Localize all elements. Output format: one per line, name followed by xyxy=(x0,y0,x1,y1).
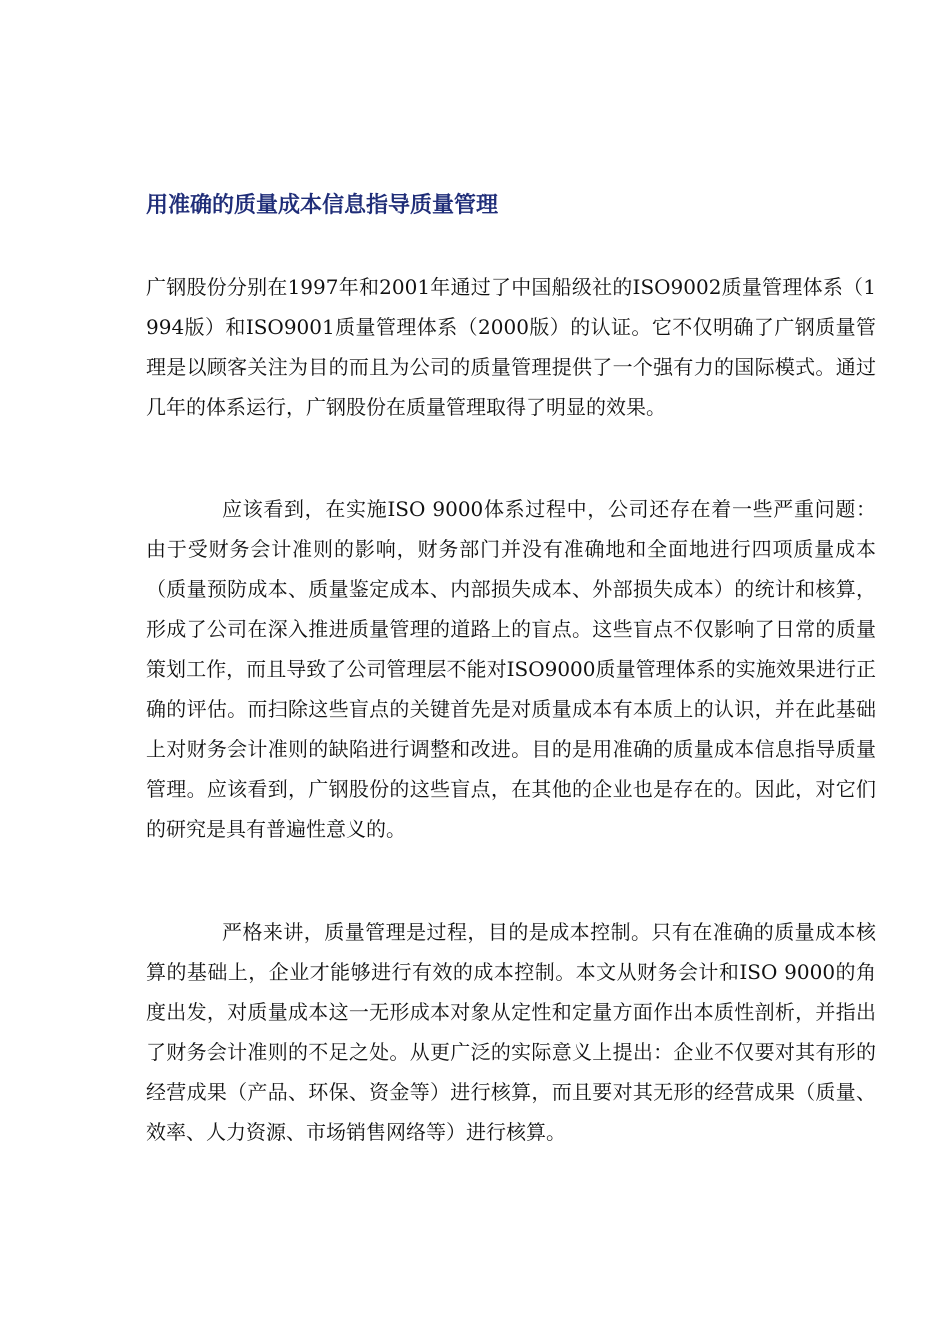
paragraph-intro: 广钢股份分别在1997年和2001年通过了中国船级社的ISO9002质量管理体系（1994版）和ISO9001质量管理体系（2000版）的认证。它不仅明确了广钢质量管理是以顾客关注为目的而且为公司的质量管理提供了一个强有力的国际模式。通过几年的体系运行，广钢股份在质量管理取得了明显的效果。 xyxy=(146,275,876,419)
document-title: 用准确的质量成本信息指导质量管理 xyxy=(146,193,499,218)
paragraph-problems: 应该看到，在实施ISO 9000体系过程中，公司还存在着一些严重问题：由于受财务会计准则的影响，财务部门并没有准确地和全面地进行四项质量成本（质量预防成本、质量鉴定成本、内部损失成本、外部损失成本）的统计和核算，形成了公司在深入推进质量管理的道路上的盲点。这些盲点不仅影响了日常的质量策划工作，而且导致了公司管理层不能对ISO9000质量管理体系的实施效果进行正确的评估。而扫除这些盲点的关键首先是对质量成本有本质上的认识，并在此基础上对财务会计准则的缺陷进行调整和改进。目的是用准确的质量成本信息指导质量管理。应该看到，广钢股份的这些盲点，在其他的企业也是存在的。因此，对它们的研究是具有普遍性意义的。 xyxy=(146,497,876,841)
paragraph-approach: 严格来讲，质量管理是过程，目的是成本控制。只有在准确的质量成本核算的基础上，企业才能够进行有效的成本控制。本文从财务会计和ISO 9000的角度出发，对质量成本这一无形成本对象从定性和定量方面作出本质性剖析，并指出了财务会计准则的不足之处。从更广泛的实际意义上提出：企业不仅要对其有形的经营成果（产品、环保、资金等）进行核算，而且要对其无形的经营成果（质量、效率、人力资源、市场销售网络等）进行核算。 xyxy=(146,920,876,1144)
